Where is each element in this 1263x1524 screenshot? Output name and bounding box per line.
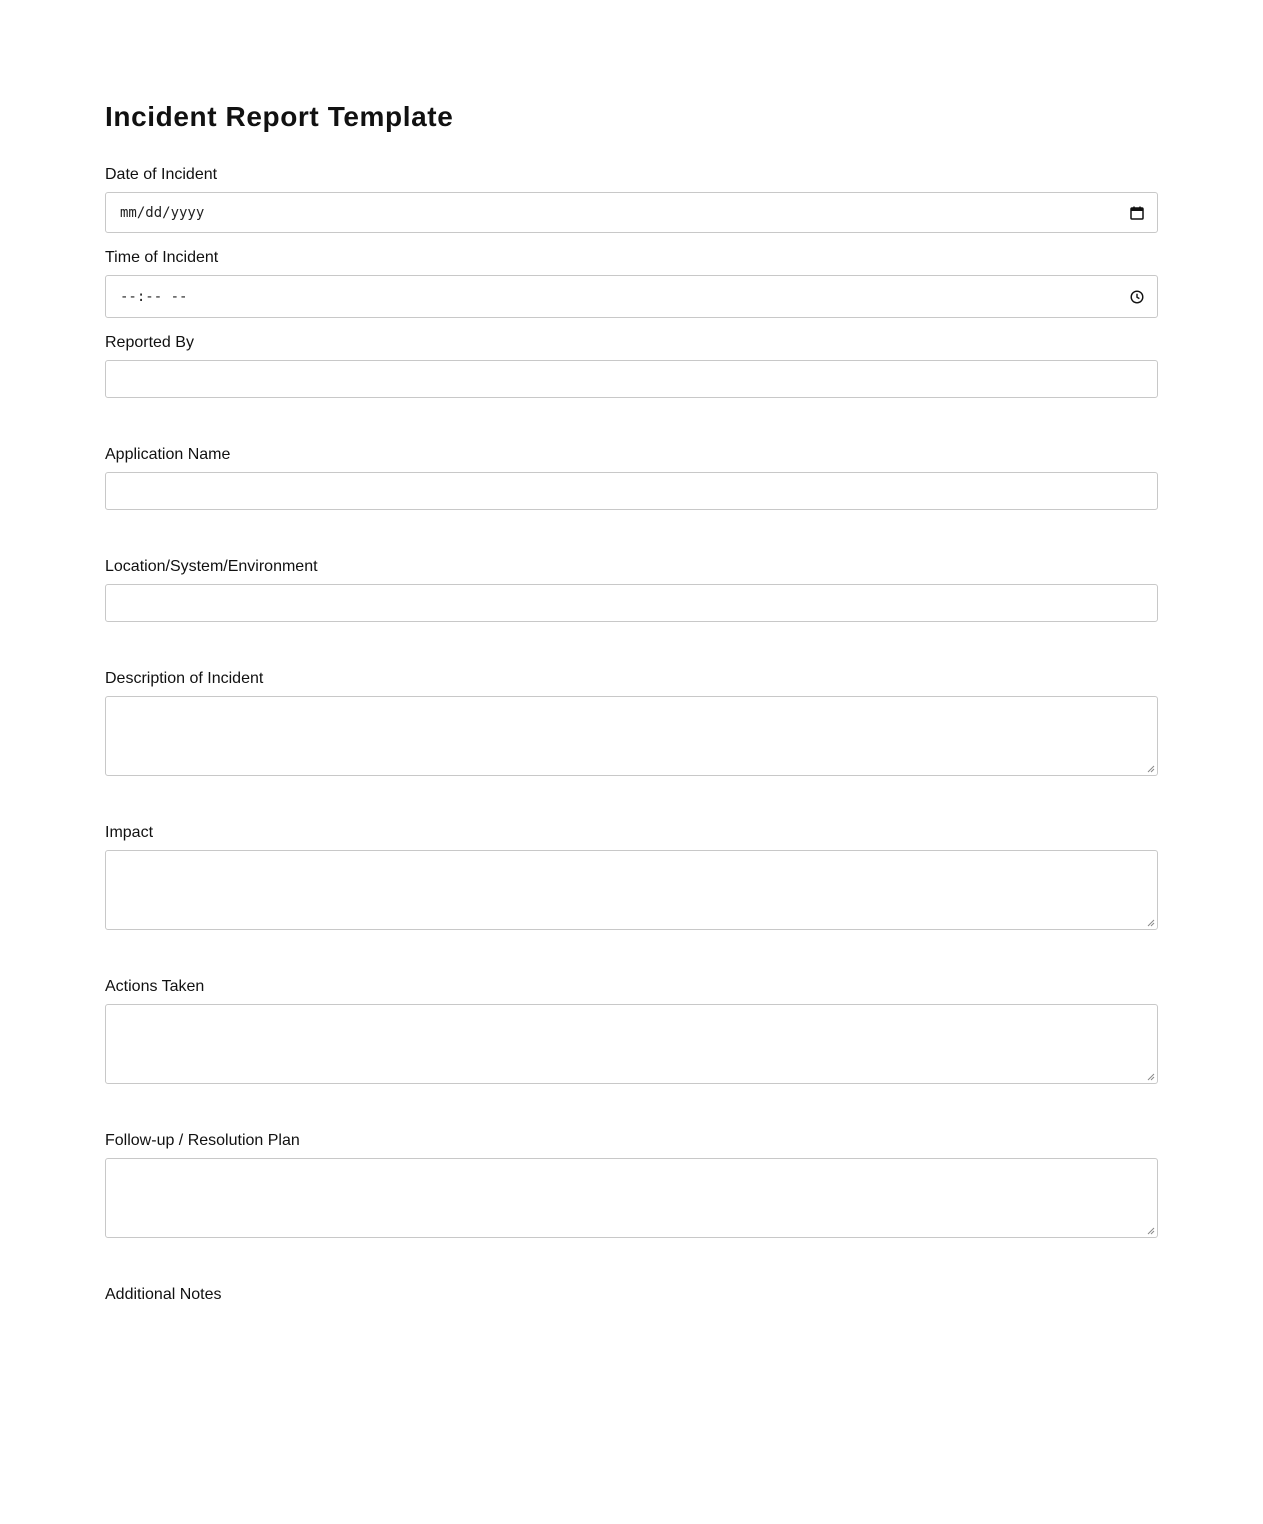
resize-handle-icon[interactable]	[1147, 1227, 1155, 1235]
location-label: Location/System/Environment	[105, 558, 318, 575]
actions-taken-textarea[interactable]	[105, 1004, 1158, 1084]
resize-handle-icon[interactable]	[1147, 919, 1155, 927]
impact-label: Impact	[105, 824, 154, 841]
date-placeholder: mm/dd/yyyy	[120, 204, 205, 221]
date-of-incident-label: Date of Incident	[105, 166, 218, 183]
impact-textarea[interactable]	[105, 850, 1158, 930]
time-of-incident-label: Time of Incident	[105, 249, 219, 266]
follow-up-label: Follow-up / Resolution Plan	[105, 1132, 300, 1149]
clock-icon[interactable]	[1129, 289, 1145, 305]
resize-handle-icon[interactable]	[1147, 1073, 1155, 1081]
resize-handle-icon[interactable]	[1147, 765, 1155, 773]
application-name-label: Application Name	[105, 446, 231, 463]
date-of-incident-input[interactable]	[105, 192, 1158, 233]
follow-up-textarea[interactable]	[105, 1158, 1158, 1238]
description-label: Description of Incident	[105, 670, 264, 687]
time-placeholder: --:-- --	[120, 288, 188, 305]
page-title: Incident Report Template	[105, 101, 454, 132]
additional-notes-label: Additional Notes	[105, 1286, 222, 1303]
reported-by-input[interactable]	[105, 360, 1158, 398]
location-input[interactable]	[105, 584, 1158, 622]
reported-by-label: Reported By	[105, 334, 194, 351]
time-of-incident-input[interactable]	[105, 275, 1158, 318]
application-name-input[interactable]	[105, 472, 1158, 510]
description-textarea[interactable]	[105, 696, 1158, 776]
calendar-icon[interactable]	[1129, 205, 1145, 221]
actions-taken-label: Actions Taken	[105, 978, 205, 995]
